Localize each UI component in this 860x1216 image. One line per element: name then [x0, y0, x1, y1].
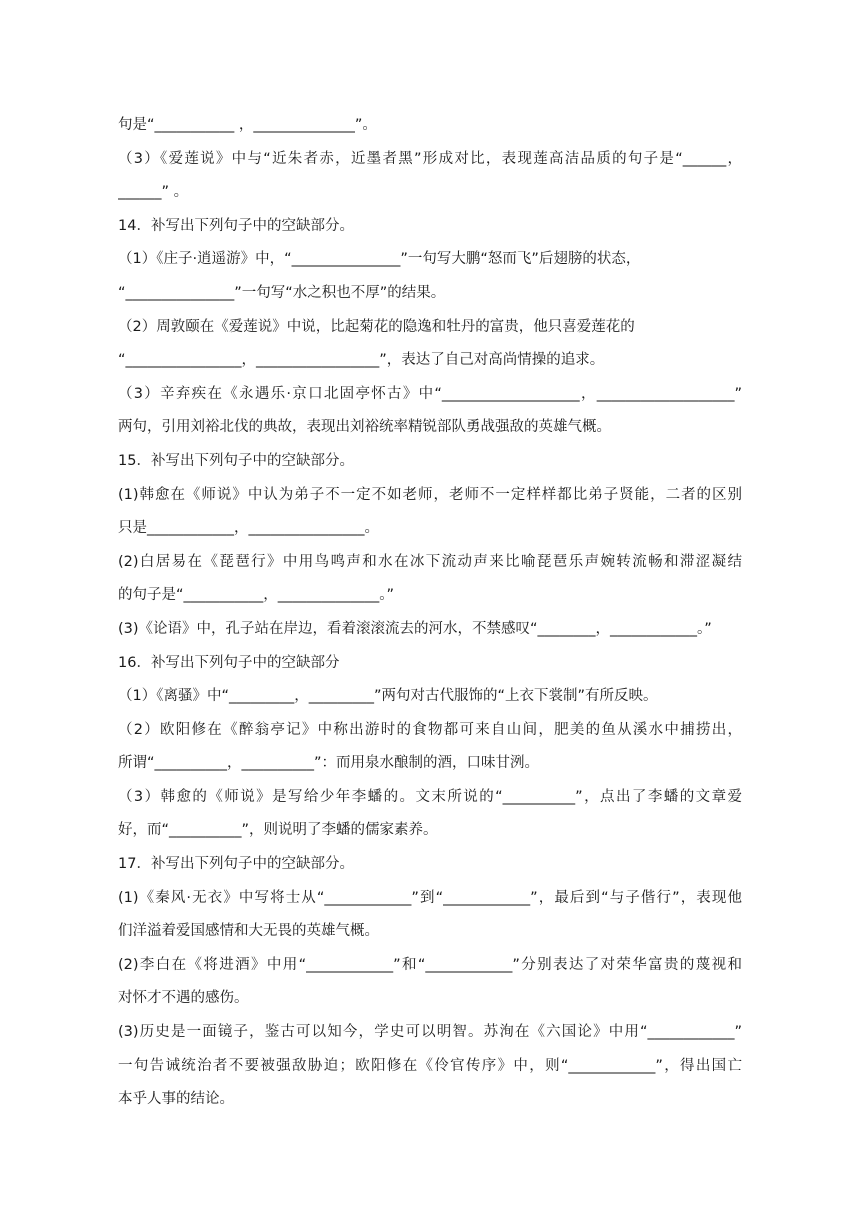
text-line: 本乎人事的结论。: [118, 1091, 234, 1108]
text-line: 对怀才不遇的感伤。: [118, 990, 249, 1007]
text-line: (3)《论语》中，孔子站在岸边，看着滚滚流去的河水，不禁感叹“________，____________。”: [118, 620, 712, 637]
text-line: （1）《庄子·逍遥游》中，“_______________”一句写大鹏“怒而飞”后翅膀的状态，: [118, 251, 641, 268]
text-line: (3)历史是一面镜子，鉴古可以知今，学史可以明智。苏洵在《六国论》中用“____________”: [118, 1024, 742, 1041]
text-line: “________________，_________________”，表达了自己对高尚情操的追求。: [118, 352, 605, 369]
question-heading: 17．补写出下列句子中的空缺部分。: [118, 856, 354, 873]
text-line: （2）周敦颐在《爱莲说》中说，比起菊花的隐逸和牡丹的富贵，他只喜爱莲花的: [118, 318, 635, 335]
text-line: （3）辛弃疾在《永遇乐·京口北固亭怀古》中“___________________，___________________”: [118, 385, 742, 402]
text-line: (2)李白在《将进酒》中用“____________”和“____________”分别表达了对荣华富贵的蔑视和: [118, 956, 742, 973]
text-line: 一句告诫统治者不要被强敌胁迫；欧阳修在《伶官传序》中，则“____________”，得出国亡: [118, 1057, 742, 1074]
text-line: “_______________”一句写“水之积也不厚”的结果。: [118, 284, 446, 301]
question-heading: 14．补写出下列句子中的空缺部分。: [118, 217, 354, 234]
text-line: 只是____________，________________。: [118, 520, 379, 537]
text-line: （1）《离骚》中“_________，_________”两句对古代服饰的“上衣下裳制”有所反映。: [118, 688, 658, 705]
text-line: 所谓“__________，__________”：而用泉水酿制的酒，口味甘洌。: [118, 755, 540, 772]
text-line: ______” 。: [118, 184, 189, 201]
text-line: (1)韩愈在《师说》中认为弟子不一定不如老师，老师不一定样样都比弟子贤能，二者的区别: [118, 486, 742, 503]
text-line: 好，而“__________”，则说明了李蟠的儒家素养。: [118, 822, 438, 839]
text-line: 们洋溢着爱国感情和大无畏的英雄气概。: [118, 923, 379, 940]
text-line: 句是“___________ ，______________”。: [118, 117, 377, 133]
question-heading: 15．补写出下列句子中的空缺部分。: [118, 452, 354, 469]
text-line: 的句子是“___________，______________。”: [118, 587, 395, 604]
text-line: (1)《秦风·无衣》中写将士从“____________”到“____________”，最后到“与子偕行”，表现他: [118, 889, 742, 906]
question-heading: 16．补写出下列句子中的空缺部分: [118, 654, 340, 671]
text-line: (2)白居易在《琵琶行》中用鸟鸣声和水在冰下流动声来比喻琵琶乐声婉转流畅和滞涩凝结: [118, 553, 742, 570]
text-line: （3）韩愈的《师说》是写给少年李蟠的。文末所说的“__________”，点出了李蟠的文章爱: [118, 788, 742, 805]
text-line: （3）《爱莲说》中与“近朱者赤，近墨者黑”形成对比，表现莲高洁品质的句子是“______，: [118, 150, 742, 167]
text-line: （2）欧阳修在《醉翁亭记》中称出游时的食物都可来自山间，肥美的鱼从溪水中捕捞出，: [118, 721, 742, 738]
text-line: 两句，引用刘裕北伐的典故，表现出刘裕统率精锐部队勇战强敌的英雄气概。: [118, 419, 611, 436]
